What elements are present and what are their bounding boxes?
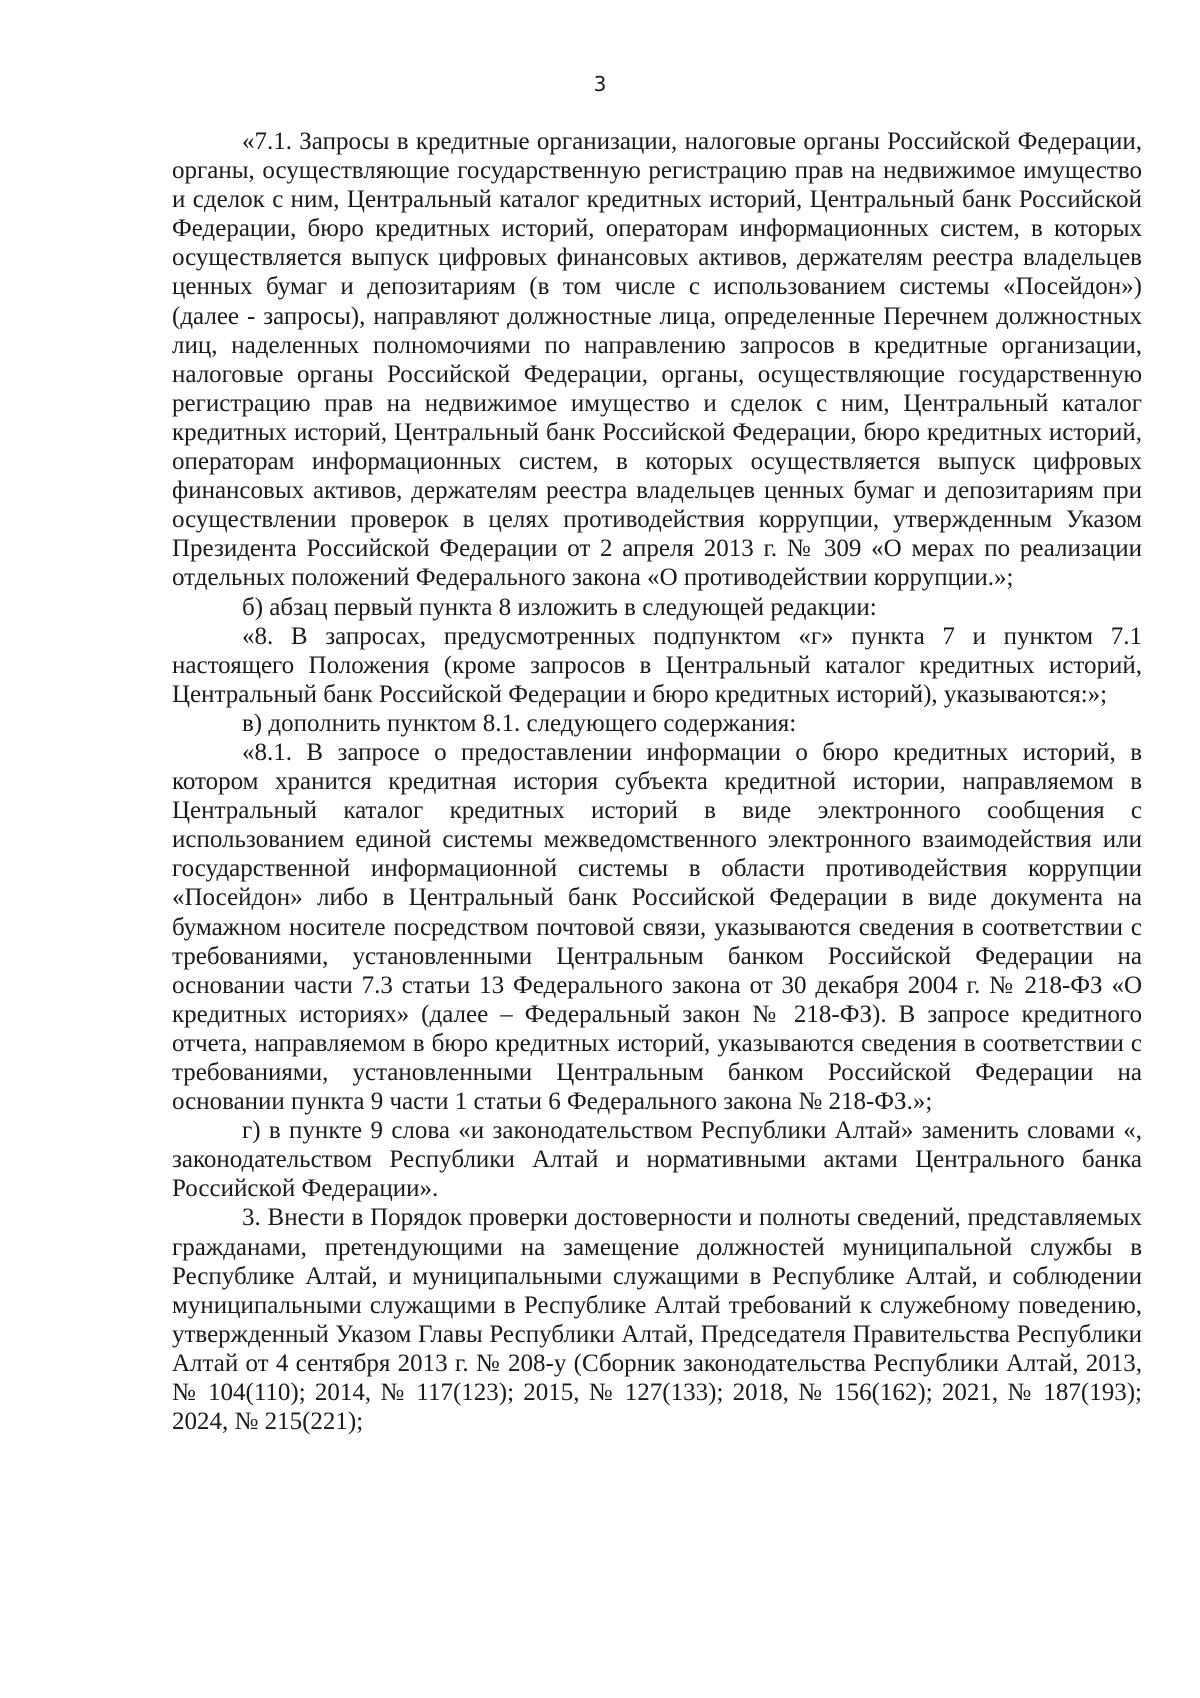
page-number: 3	[593, 72, 607, 96]
paragraph-g: г) в пункте 9 слова «и законодательством Республики Алтай» заменить словами «, законодательством Республики Алтай и нормативными актами Центрального банка Российской Федерации».	[172, 1117, 1142, 1203]
paragraph-v: в) дополнить пунктом 8.1. следующего содержания:	[242, 709, 797, 737]
paragraph-7-1: «7.1. Запросы в кредитные организации, налоговые органы Российской Федерации, органы, осуществляющие государственную регистрацию прав на недвижимое имущество и сделок с ним, Центральный каталог кредитных историй, Центральный банк Российской Федерации, бюро кредитных историй, операторам информационных систем, в которых осуществляется выпуск цифровых финансовых активов, держателям реестра владельцев ценных бумаг и депозитариям (в том числе с использованием системы «Посейдон») (далее - запросы), направляют должностные лица, определенные Перечнем должностных лиц, наделенных полномочиями по направлению запросов в кредитные организации, налоговые органы Российской Федерации, органы, осуществляющие государственную регистрацию прав на недвижимое имущество и сделок с ним, Центральный каталог кредитных историй, Центральный банк Российской Федерации, бюро кредитных историй, операторам информационных систем, в которых осуществляется выпуск цифровых финансовых активов, держателям реестра владельцев ценных бумаг и депозитариям при осуществлении проверок в целях противодействия коррупции, утвержденным Указом Президента Российской Федерации от 2 апреля 2013 г. № 309 «О мерах по реализации отдельных положений Федерального закона «О противодействии коррупции.»;	[172, 128, 1142, 592]
document-body	[172, 127, 1142, 1436]
paragraph-3: 3. Внести в Порядок проверки достоверности и полноты сведений, представляемых гражданами, претендующими на замещение должностей муниципальной службы в Республике Алтай, и муниципальными служащими в Республике Алтай, и соблюдении муниципальными служащими в Республике Алтай требований к служебному поведению, утвержденный Указом Главы Республики Алтай, Председателя Правительства Республики Алтай от 4 сентября 2013 г. № 208-у (Сборник законодательства Республики Алтай, 2013, № 104(110); 2014, № 117(123); 2015, № 127(133); 2018, № 156(162); 2021, № 187(193); 2024, № 215(221);	[172, 1204, 1142, 1436]
paragraph-b: б) абзац первый пункта 8 изложить в следующей редакции:	[242, 593, 877, 621]
paragraph-8-1: «8.1. В запросе о предоставлении информации о бюро кредитных историй, в котором хранится кредитная история субъекта кредитной истории, направляемом в Центральный каталог кредитных историй в виде электронного сообщения с использованием единой системы межведомственного электронного взаимодействия или государственной информационной системы в области противодействия коррупции «Посейдон» либо в Центральный банк Российской Федерации в виде документа на бумажном носителе посредством почтовой связи, указываются сведения в соответствии с требованиями, установленными Центральным банком Российской Федерации на основании части 7.3 статьи 13 Федерального закона от 30 декабря 2004 г. № 218-ФЗ «О кредитных историях» (далее – Федеральный закон № 218-ФЗ). В запросе кредитного отчета, направляемом в бюро кредитных историй, указываются сведения в соответствии с требованиями, установленными Центральным банком Российской Федерации на основании пункта 9 части 1 статьи 6 Федерального закона № 218-ФЗ.»;	[172, 738, 1142, 1116]
paragraph-8: «8. В запросах, предусмотренных подпунктом «г» пункта 7 и пунктом 7.1 настоящего Положения (кроме запросов в Центральный каталог кредитных историй, Центральный банк Российской Федерации и бюро кредитных историй), указываются:»;	[172, 622, 1142, 708]
